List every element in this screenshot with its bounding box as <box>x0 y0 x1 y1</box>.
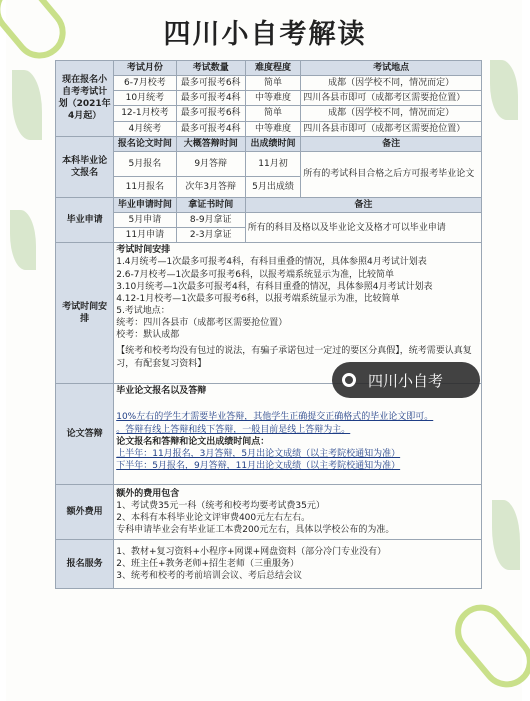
cell: 简单 <box>245 76 300 91</box>
service-label: 报名服务 <box>56 540 114 589</box>
exam-plan-label: 现在报名小自考考试计划（2021年4月起） <box>56 61 114 137</box>
cell: 次年3月答辩 <box>176 176 245 197</box>
list-item: 校考：默认成都 <box>116 330 180 341</box>
table-row <box>56 121 482 136</box>
cell: 成都（因学校不同，情况而定） <box>301 106 482 121</box>
list-item: 上半年：11月报名，3月答辩，5月出论文成绩（以主考院校通知为准） <box>116 448 401 459</box>
column-header: 考试数量 <box>176 61 245 76</box>
column-header: 备注 <box>245 197 481 212</box>
thesis-signup-label: 本科毕业论文报名 <box>56 136 114 197</box>
cell: 11月申请 <box>114 228 176 243</box>
column-header: 考试地点 <box>301 61 482 76</box>
cell: 四川各县市即可（成都考区需要抢位置） <box>301 121 482 136</box>
cell: 最多可报考4科 <box>176 91 245 106</box>
column-header: 毕业申请时间 <box>114 197 176 212</box>
cell: 最多可报考6科 <box>176 76 245 91</box>
circle-icon <box>342 373 356 387</box>
fees-label: 额外费用 <box>56 485 114 540</box>
column-header: 备注 <box>301 136 482 151</box>
service-content <box>114 540 482 589</box>
cell: 12-1月校考 <box>114 106 176 121</box>
schedule-label: 考试时间安排 <box>56 243 114 384</box>
page-title: 四川小自考解读 <box>163 19 367 50</box>
column-header: 考试月份 <box>114 61 176 76</box>
thesis-note: 所有的考试科目合格之后方可报考毕业论文 <box>301 151 482 197</box>
cell: 4月统考 <box>114 121 176 136</box>
cell: 中等难度 <box>245 121 300 136</box>
list-item: 2、本科有本科毕业论文评审费400元左右左右。 <box>116 513 311 524</box>
table-row <box>56 106 482 121</box>
list-item: 2、班主任+教务老师+招生老师（三重服务） <box>116 559 300 570</box>
cell: 四川各县市即可（成都考区需要抢位置） <box>301 91 482 106</box>
cell: 简单 <box>245 106 300 121</box>
column-header: 拿证书时间 <box>176 197 245 212</box>
cell: 6-7月校考 <box>114 76 176 91</box>
graduation-label: 毕业申请 <box>56 197 114 242</box>
info-table <box>55 60 482 589</box>
defense-label: 论文答辩 <box>56 384 114 485</box>
column-header: 大概答辩时间 <box>176 136 245 151</box>
cell: 2-3月拿证 <box>176 228 245 243</box>
defense-content <box>114 384 482 485</box>
cell: 11月初 <box>245 151 300 176</box>
cell: 9月答辩 <box>176 151 245 176</box>
list-item: 下半年：5月报名，9月答辩，11月出论文成绩（以主考院校通知为准） <box>116 460 401 471</box>
list-item: 1、考试费35元一科（统考和校考均要考试费35元） <box>116 501 325 512</box>
list-item: 专科申请毕业会有毕业证工本费200元左右，具体以学校公布的为准。 <box>116 525 395 536</box>
list-item: 5.考试地点： <box>116 305 170 316</box>
cell: 成都（因学校不同，情况而定） <box>301 76 482 91</box>
section-heading: 毕业论文报名以及答辩 <box>116 386 207 397</box>
cell: 11月报名 <box>114 176 176 197</box>
table-row <box>56 212 482 227</box>
table-row <box>56 76 482 91</box>
list-item: 论文报名和答辩和论文出成绩时间点： <box>116 436 270 447</box>
column-header: 报名论文时间 <box>114 136 176 151</box>
cell: 5月申请 <box>114 212 176 227</box>
list-item: 1、教材+复习资料+小程序+网课+网盘资料（部分冷门专业没有） <box>116 547 387 558</box>
graduation-note: 所有的科目及格以及毕业论文及格才可以毕业申请 <box>245 212 481 242</box>
list-item: 1.4月统考—1次最多可报考4科，有科目重叠的情况，具体参照4月考试计划表 <box>116 257 427 268</box>
list-item: 3、统考和校考的考前培训会议、考后总结会议 <box>116 571 302 582</box>
watermark-text: 四川小自考 <box>368 371 444 390</box>
cell: 10月统考 <box>114 91 176 106</box>
list-item: 10%左右的学生才需要毕业答辩，其他学生正确提交正确格式的毕业论文即可。 <box>116 412 434 423</box>
cell: 中等难度 <box>245 91 300 106</box>
section-heading: 考试时间安排 <box>116 245 171 256</box>
table-row <box>56 151 482 176</box>
cell: 5月报名 <box>114 151 176 176</box>
column-header: 出成绩时间 <box>245 136 300 151</box>
cell: 最多可报考4科 <box>176 121 245 136</box>
warning-text: 【统考和校考均没有包过的说法，有骗子承诺包过一定过的要区分真假】，统考需要认真复习，有配套复习资料】 <box>116 346 472 369</box>
cell: 8-9月拿证 <box>176 212 245 227</box>
cell: 最多可报考6科 <box>176 106 245 121</box>
list-item: 3.10月统考—1次最多可报考4科，有科目重叠的情况，具体参照4月考试计划表 <box>116 281 433 292</box>
list-item: 统考：四川各县市（成都考区需要抢位置） <box>116 318 288 329</box>
list-item: 4.12-1月校考—1次最多可报考6科，以报考端系统显示为准，比较简单 <box>116 293 400 304</box>
column-header: 难度程度 <box>245 61 300 76</box>
watermark-badge <box>332 362 480 398</box>
cell: 5月出成绩 <box>245 176 300 197</box>
fees-content <box>114 485 482 540</box>
list-item: 。答辩有线上答辩和线下答辩，一般目前是线上答辩为主。 <box>116 424 351 435</box>
table-row <box>56 91 482 106</box>
list-item: 2.6-7月校考—1次最多可报考6科，以报考端系统显示为准，比较简单 <box>116 269 394 280</box>
section-heading: 额外的费用包含 <box>116 488 180 499</box>
